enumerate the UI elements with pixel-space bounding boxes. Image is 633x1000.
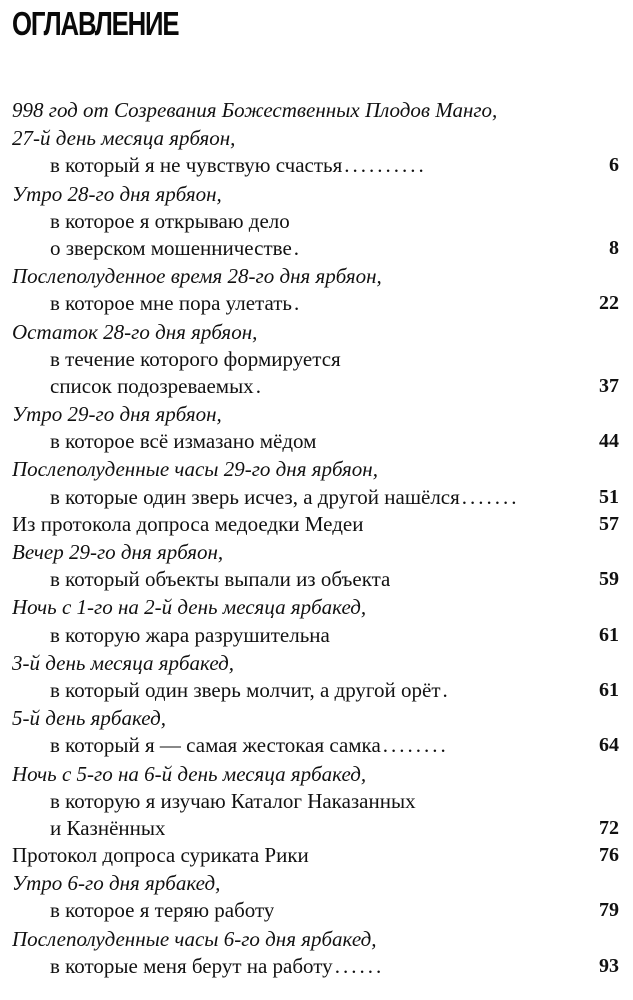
toc-page-number: 61 — [599, 623, 619, 646]
toc-leader-dots: ....... — [461, 484, 520, 509]
toc-entry-text: 3-й день месяца ярбакед, — [12, 650, 234, 675]
toc-chapter-heading — [0, 650, 633, 677]
toc-page-number: 6 — [609, 154, 619, 177]
toc-entry-text: в который я не чувствую счастья — [50, 153, 343, 178]
toc-chapter-subtitle — [0, 152, 633, 179]
toc-chapter-subtitle — [0, 235, 633, 262]
toc-entry-text: Утро 28-го дня ярбяон, — [12, 181, 222, 206]
toc-entry-text: в которое я теряю работу — [50, 898, 275, 923]
toc-page-number: 44 — [599, 430, 619, 453]
toc-chapter-heading — [0, 401, 633, 428]
toc-page-number: 59 — [599, 568, 619, 591]
toc-entry-text: в которое всё измазано мёдом — [50, 429, 317, 454]
toc-entry-text: 27-й день месяца ярбяон, — [12, 126, 236, 151]
toc-entry-text: и Казнённых — [50, 815, 166, 840]
toc-leader-dots: ...... — [334, 953, 385, 978]
toc-entry-text: Послеполуденное время 28-го дня ярбяон, — [12, 264, 382, 289]
toc-entry-text: в который объекты выпали из объекта — [50, 567, 391, 592]
toc-chapter-subtitle — [0, 346, 633, 373]
toc-entry-text: в течение которого формируется — [50, 346, 341, 371]
toc-chapter-heading — [0, 870, 633, 897]
page-title: ОГЛАВЛЕНИЕ — [12, 5, 179, 42]
toc-chapter-heading — [0, 761, 633, 788]
toc-chapter-subtitle — [0, 566, 633, 593]
toc-chapter-heading — [0, 319, 633, 346]
toc-entry-text: в который один зверь молчит, а другой орёт — [50, 677, 441, 702]
toc-page-number: 51 — [599, 485, 619, 508]
toc-chapter-subtitle — [0, 732, 633, 759]
toc-chapter-subtitle — [0, 788, 633, 815]
toc-leader-dots: . — [255, 373, 264, 398]
toc-leader-dots: . — [293, 235, 303, 260]
toc-entry-text: 5-й день ярбакед, — [12, 706, 166, 731]
toc-entry-text: в который я — самая жестокая самка — [50, 733, 381, 758]
toc-page-number: 72 — [599, 816, 619, 839]
toc-entry-text: Ночь с 1-го на 2-й день месяца ярбакед, — [12, 595, 367, 620]
toc-entry-text: в которую я изучаю Каталог Наказанных — [50, 788, 416, 813]
toc-entry-text: 998 год от Созревания Божественных Плодов Манго, — [12, 98, 498, 122]
toc-page-number: 22 — [599, 292, 619, 315]
toc-chapter-heading — [0, 125, 633, 152]
toc-chapter-subtitle — [0, 953, 633, 980]
toc-entry-text: Из протокола допроса медоедки Медеи — [12, 511, 364, 536]
toc-chapter-subtitle — [0, 373, 633, 400]
toc-entry-text: Послеполуденные часы 29-го дня ярбяон, — [12, 457, 378, 482]
toc-leader-dots: ........ — [382, 733, 449, 758]
toc-chapter-heading — [0, 705, 633, 732]
toc-chapter-heading — [0, 97, 633, 124]
toc-chapter-heading — [0, 926, 633, 953]
toc-entry-text: в которую жара разрушительна — [50, 622, 330, 647]
toc-page-number: 93 — [599, 954, 619, 977]
toc-entry-text: Утро 29-го дня ярбяон, — [12, 402, 222, 427]
toc-entry-text: в которое я открываю дело — [50, 208, 290, 233]
toc-entry-text: Остаток 28-го дня ярбяон, — [12, 319, 258, 344]
toc-chapter-subtitle — [0, 815, 633, 842]
toc-chapter-subtitle — [0, 428, 633, 455]
toc-page-number: 8 — [609, 236, 619, 259]
toc-chapter-heading — [0, 594, 633, 621]
toc-chapter-entry — [0, 511, 633, 538]
toc-chapter-heading — [0, 181, 633, 208]
toc-entry-text: Утро 6-го дня ярбакед, — [12, 871, 221, 896]
toc-entry-text: в которые меня берут на работу — [50, 953, 333, 978]
table-of-contents — [0, 97, 633, 980]
toc-entry-text: о зверском мошенничестве — [50, 235, 292, 260]
toc-chapter-subtitle — [0, 208, 633, 235]
toc-entry-text: Вечер 29-го дня ярбяон, — [12, 540, 224, 564]
toc-leader-dots: . — [294, 291, 303, 316]
toc-page-number: 57 — [599, 512, 619, 535]
toc-entry-text: в которые один зверь исчез, а другой нашёлся — [50, 484, 460, 509]
toc-chapter-subtitle — [0, 484, 633, 511]
toc-chapter-heading — [0, 456, 633, 483]
toc-chapter-subtitle — [0, 897, 633, 924]
toc-chapter-subtitle — [0, 677, 633, 704]
toc-entry-text: в которое мне пора улетать — [50, 291, 293, 316]
toc-chapter-subtitle — [0, 622, 633, 649]
toc-entry-text: Протокол допроса суриката Рики — [12, 843, 309, 868]
toc-page-number: 61 — [599, 678, 619, 701]
toc-page-number: 76 — [599, 844, 619, 867]
toc-entry-text: Ночь с 5-го на 6-й день месяца ярбакед, — [12, 761, 367, 786]
toc-chapter-subtitle — [0, 290, 633, 317]
toc-page-number: 64 — [599, 734, 619, 757]
toc-chapter-heading — [0, 539, 633, 566]
toc-page-number: 79 — [599, 899, 619, 922]
toc-leader-dots: .......... — [344, 153, 427, 178]
toc-leader-dots: . — [442, 677, 451, 702]
toc-entry-text: список подозреваемых — [50, 373, 254, 398]
toc-chapter-heading — [0, 263, 633, 290]
toc-page-number: 37 — [599, 374, 619, 397]
toc-entry-text: Послеполуденные часы 6-го дня ярбакед, — [12, 926, 377, 951]
toc-chapter-entry — [0, 842, 633, 869]
